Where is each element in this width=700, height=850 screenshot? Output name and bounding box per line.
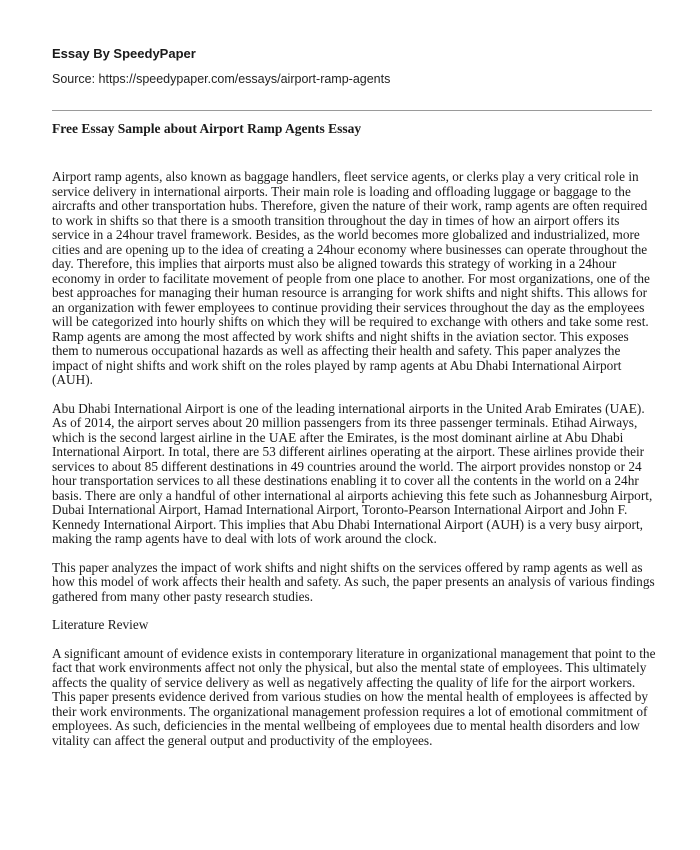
paragraph-literature: A significant amount of evidence exists in contemporary literature in organizational management that point to the fact that work environments affect not only the physical, but also the mental state of employees. This ultimately affects the quality of service delivery as well as negatively affecting the quality of life for the airport workers. This paper presents evidence derived from various studies on how the mental health of employees is affected by their work environments. The organizational management profession requires a lot of emotional commitment of employees. As such, deficiencies in the mental wellbeing of employees due to mental health disorders and low vitality can affect the general output and productivity of the employees. xyxy=(52,645,656,748)
paragraph-scope: This paper analyzes the impact of work shifts and night shifts on the services offered by ramp agents as well as how this model of work affects their health and safety. As such, the paper presents an analysis of various findings gathered from many other pasty research studies. xyxy=(52,559,655,604)
header-divider xyxy=(52,110,652,111)
source-line: Source: https://speedypaper.com/essays/airport-ramp-agents xyxy=(52,72,391,86)
essay-title: Free Essay Sample about Airport Ramp Agents Essay xyxy=(52,121,362,136)
paragraph-auh: Abu Dhabi International Airport is one of the leading international airports in the United Arab Emirates (UAE). As of 2014, the airport serves about 20 million passengers from its three passenger terminals. Etihad Airways, which is the second largest airline in the UAE after the Emirates, is the most dominant airline at Abu Dhabi International Airport. In total, there are 53 different airlines operating at the airport. These airlines provide their services to about 85 different destinations in 49 countries around the world. The airport provides nonstop or 24 hour transportation services to all these destinations enabling it to cover all the contents in the world on a 24hr basis. There are only a handful of other international al airports achieving this fete such as Johannesburg Airport, Dubai International Airport, Hamad International Airport, Toronto-Pearson International Airport and John F. Kennedy International Airport. This implies that Abu Dhabi International Airport (AUH) is a very busy airport, making the ramp agents have to deal with lots of work around the clock. xyxy=(52,400,653,546)
section-heading-literature-review: Literature Review xyxy=(52,617,149,632)
paragraph-intro: Airport ramp agents, also known as baggage handlers, fleet service agents, or clerks play a very critical role in service delivery in international airports. Their main role is loading and offloading luggage or baggage to the aircrafts and other transportation hubs. Therefore, given the nature of their work, ramp agents are often required to work in shifts so that there is a smooth transition throughout the day in times of how an airport offers its service in a 24hour travel framework. Besides, as the world becomes more globalized and industrialized, more cities and are opening up to the idea of creating a 24hour economy where businesses can operate throughout the day. Therefore, this implies that airports must also be aligned towards this strategy of working in a 24hour economy in order to facilitate movement of people from one place to another. For most organizations, one of the best approaches for managing their human resource is arranging for work shifts and night shifts. This allows for an organization with fewer employees to continue providing their services throughout the day as the employees will be categorized into hourly shifts on which they will be required to exchange with others and take some rest. Ramp agents are among the most affected by work shifts and night shifts in the aviation sector. This exposes them to numerous occupational hazards as well as affecting their health and safety. This paper analyzes the impact of night shifts and work shift on the roles played by ramp agents at Abu Dhabi International Airport (AUH). xyxy=(52,169,650,387)
essay-body xyxy=(52,170,656,762)
site-header-title: Essay By SpeedyPaper xyxy=(52,46,196,61)
